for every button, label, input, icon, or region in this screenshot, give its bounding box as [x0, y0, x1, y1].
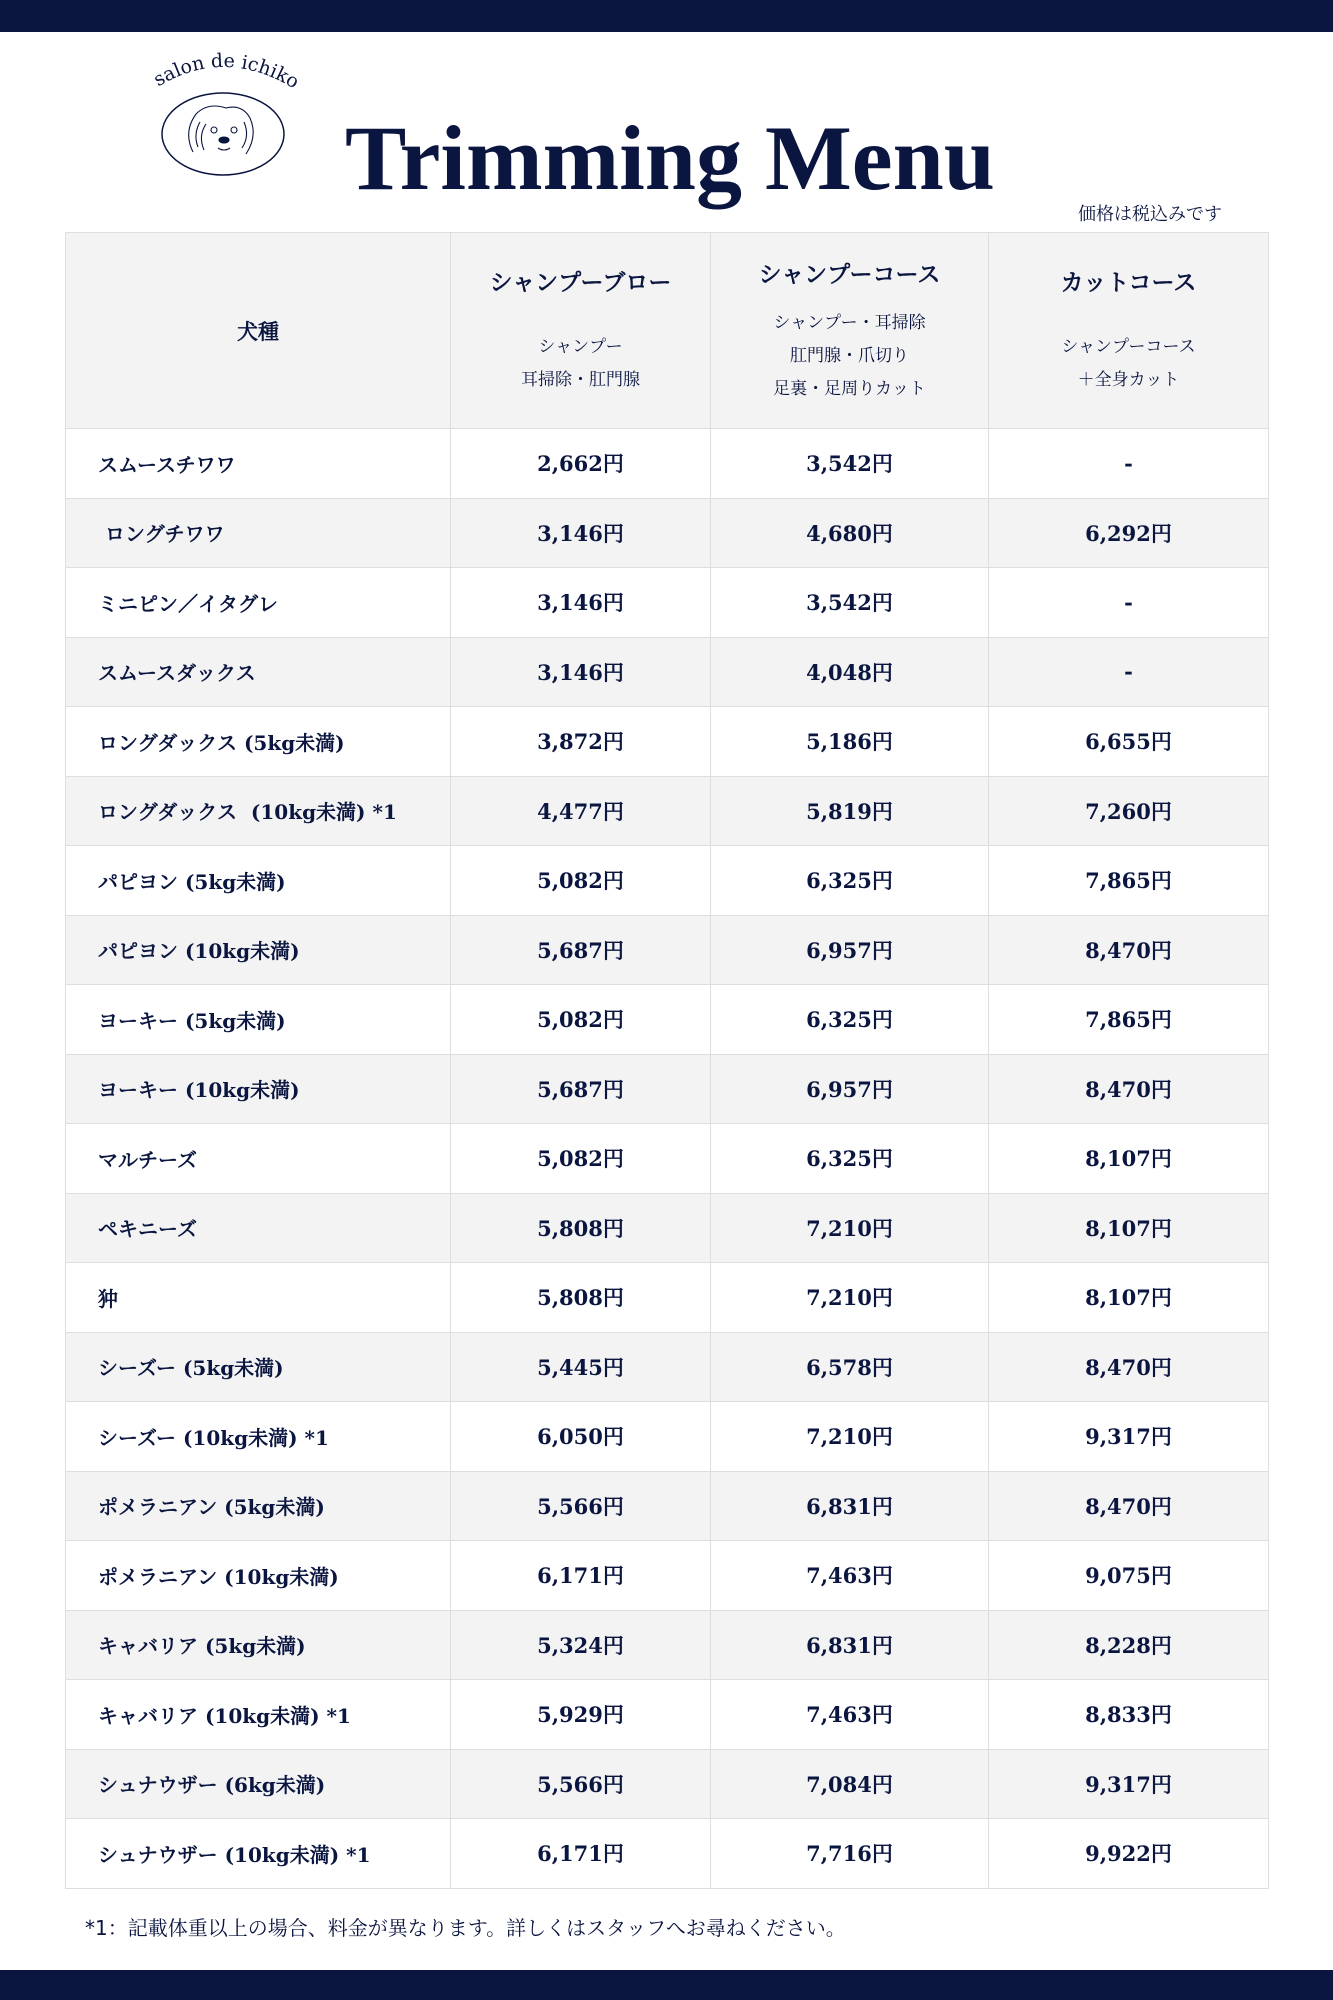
table-row [66, 637, 1269, 707]
breed-header-label: 犬種 [237, 318, 279, 344]
price-cell: 5,566円 [451, 1749, 711, 1819]
breed-cell: ペキニーズ [66, 1193, 451, 1263]
page-title: Trimming Menu [345, 107, 995, 209]
price-cell: 5,687円 [451, 915, 711, 985]
price-cell: 6,292円 [989, 498, 1269, 568]
price-cell: 3,872円 [451, 707, 711, 777]
price-cell: 8,470円 [989, 1471, 1269, 1541]
price-cell: 3,146円 [451, 637, 711, 707]
table-row [66, 846, 1269, 916]
table-row [66, 1541, 1269, 1611]
breed-cell: スムースチワワ [66, 429, 451, 499]
price-cell: 7,463円 [711, 1680, 989, 1750]
price-cell: 8,833円 [989, 1680, 1269, 1750]
price-cell: 7,210円 [711, 1263, 989, 1333]
price-cell: 6,325円 [711, 846, 989, 916]
price-cell: 9,075円 [989, 1541, 1269, 1611]
price-cell: 8,470円 [989, 915, 1269, 985]
breed-cell: ポメラニアン (10kg未満) [66, 1541, 451, 1611]
course-desc: 耳掃除・肛門腺 [521, 370, 640, 390]
price-cell: 6,578円 [711, 1332, 989, 1402]
course-name: シャンプーコース [758, 260, 941, 288]
bottom-banner [0, 1970, 1333, 2000]
price-cell: 5,819円 [711, 776, 989, 846]
breed-cell: パピヨン (5kg未満) [66, 846, 451, 916]
price-cell: 6,957円 [711, 915, 989, 985]
price-cell: 5,566円 [451, 1471, 711, 1541]
course-desc: ＋全身カット [1077, 370, 1180, 390]
price-cell: 5,687円 [451, 1054, 711, 1124]
table-row [66, 1263, 1269, 1333]
top-banner [0, 0, 1333, 32]
price-cell: - [989, 637, 1269, 707]
price-cell: 9,317円 [989, 1402, 1269, 1472]
price-cell: 5,324円 [451, 1610, 711, 1680]
price-cell: 5,082円 [451, 846, 711, 916]
footnote: *1：記載体重以上の場合、料金が異なります。詳しくはスタッフへお尋ねください。 [85, 1916, 846, 1940]
course-name: シャンプーブロー [489, 269, 672, 296]
price-cell: 9,922円 [989, 1819, 1269, 1889]
table-row [66, 776, 1269, 846]
price-cell: 8,107円 [989, 1263, 1269, 1333]
price-cell: - [989, 429, 1269, 499]
breed-cell: スムースダックス [66, 637, 451, 707]
table-row [66, 1749, 1269, 1819]
breed-cell: ヨーキー (5kg未満) [66, 985, 451, 1055]
price-cell: 7,210円 [711, 1402, 989, 1472]
table-row [66, 915, 1269, 985]
tax-note: 価格は税込みです [1078, 204, 1222, 225]
breed-cell: キャバリア (5kg未満) [66, 1610, 451, 1680]
price-cell: 4,680円 [711, 498, 989, 568]
breed-column-header [66, 233, 451, 429]
table-header-row [66, 233, 1269, 429]
breed-cell: 狆 [66, 1263, 451, 1333]
price-cell: 5,808円 [451, 1263, 711, 1333]
price-cell: 7,210円 [711, 1193, 989, 1263]
price-cell: 6,957円 [711, 1054, 989, 1124]
breed-cell: ミニピン／イタグレ [66, 568, 451, 638]
price-cell: 6,655円 [989, 707, 1269, 777]
table-row [66, 1680, 1269, 1750]
price-cell: 8,470円 [989, 1054, 1269, 1124]
table-row [66, 1332, 1269, 1402]
breed-cell: シーズー (10kg未満) *1 [66, 1402, 451, 1472]
salon-logo [138, 52, 308, 177]
price-cell: 3,146円 [451, 498, 711, 568]
table-row [66, 1471, 1269, 1541]
table-body [66, 429, 1269, 1889]
price-cell: 6,325円 [711, 985, 989, 1055]
breed-cell: ロングダックス (10kg未満) *1 [66, 776, 451, 846]
course-desc: 肛門腺・爪切り [790, 345, 909, 366]
table-row [66, 985, 1269, 1055]
price-cell: 7,463円 [711, 1541, 989, 1611]
price-cell: 4,477円 [451, 776, 711, 846]
breed-cell: ロングチワワ [66, 498, 451, 568]
course-header-shampoo-blow [451, 233, 711, 429]
price-cell: 7,084円 [711, 1749, 989, 1819]
breed-cell: マルチーズ [66, 1124, 451, 1194]
course-name: カットコース [1060, 269, 1197, 296]
table-row [66, 1124, 1269, 1194]
price-cell: 4,048円 [711, 637, 989, 707]
price-cell: 3,542円 [711, 568, 989, 638]
breed-cell: キャバリア (10kg未満) *1 [66, 1680, 451, 1750]
price-cell: 7,865円 [989, 846, 1269, 916]
price-cell: 6,325円 [711, 1124, 989, 1194]
price-cell: 5,082円 [451, 1124, 711, 1194]
price-cell: 5,082円 [451, 985, 711, 1055]
svg-text:salon de ichiko: salon de ichiko [149, 52, 303, 94]
price-cell: 6,831円 [711, 1610, 989, 1680]
price-cell: 3,542円 [711, 429, 989, 499]
price-cell: 6,831円 [711, 1471, 989, 1541]
price-cell: 3,146円 [451, 568, 711, 638]
price-cell: 2,662円 [451, 429, 711, 499]
breed-cell: パピヨン (10kg未満) [66, 915, 451, 985]
table-row [66, 1819, 1269, 1889]
course-header-cut-course [989, 233, 1269, 429]
breed-cell: ヨーキー (10kg未満) [66, 1054, 451, 1124]
table-row [66, 1610, 1269, 1680]
price-cell: 5,186円 [711, 707, 989, 777]
course-desc: シャンプー [538, 337, 623, 357]
price-cell: 8,470円 [989, 1332, 1269, 1402]
breed-cell: シュナウザー (10kg未満) *1 [66, 1819, 451, 1889]
table-row [66, 568, 1269, 638]
course-desc: 足裏・足周りカット [773, 378, 926, 399]
table-row [66, 429, 1269, 499]
price-cell: 8,107円 [989, 1193, 1269, 1263]
price-cell: - [989, 568, 1269, 638]
course-desc: シャンプーコース [1061, 337, 1196, 357]
table-row [66, 1054, 1269, 1124]
price-cell: 5,929円 [451, 1680, 711, 1750]
price-cell: 7,716円 [711, 1819, 989, 1889]
course-desc: シャンプー・耳掃除 [773, 312, 926, 333]
price-cell: 7,260円 [989, 776, 1269, 846]
price-cell: 9,317円 [989, 1749, 1269, 1819]
price-cell: 5,445円 [451, 1332, 711, 1402]
table-row [66, 1402, 1269, 1472]
table-row [66, 707, 1269, 777]
price-cell: 6,050円 [451, 1402, 711, 1472]
price-table [65, 232, 1269, 1889]
table-row [66, 498, 1269, 568]
price-cell: 5,808円 [451, 1193, 711, 1263]
breed-cell: シュナウザー (6kg未満) [66, 1749, 451, 1819]
table-row [66, 1193, 1269, 1263]
breed-cell: ロングダックス (5kg未満) [66, 707, 451, 777]
price-cell: 8,107円 [989, 1124, 1269, 1194]
breed-cell: シーズー (5kg未満) [66, 1332, 451, 1402]
price-cell: 8,228円 [989, 1610, 1269, 1680]
breed-cell: ポメラニアン (5kg未満) [66, 1471, 451, 1541]
course-header-shampoo-course [711, 233, 989, 429]
price-cell: 7,865円 [989, 985, 1269, 1055]
price-cell: 6,171円 [451, 1541, 711, 1611]
price-cell: 6,171円 [451, 1819, 711, 1889]
